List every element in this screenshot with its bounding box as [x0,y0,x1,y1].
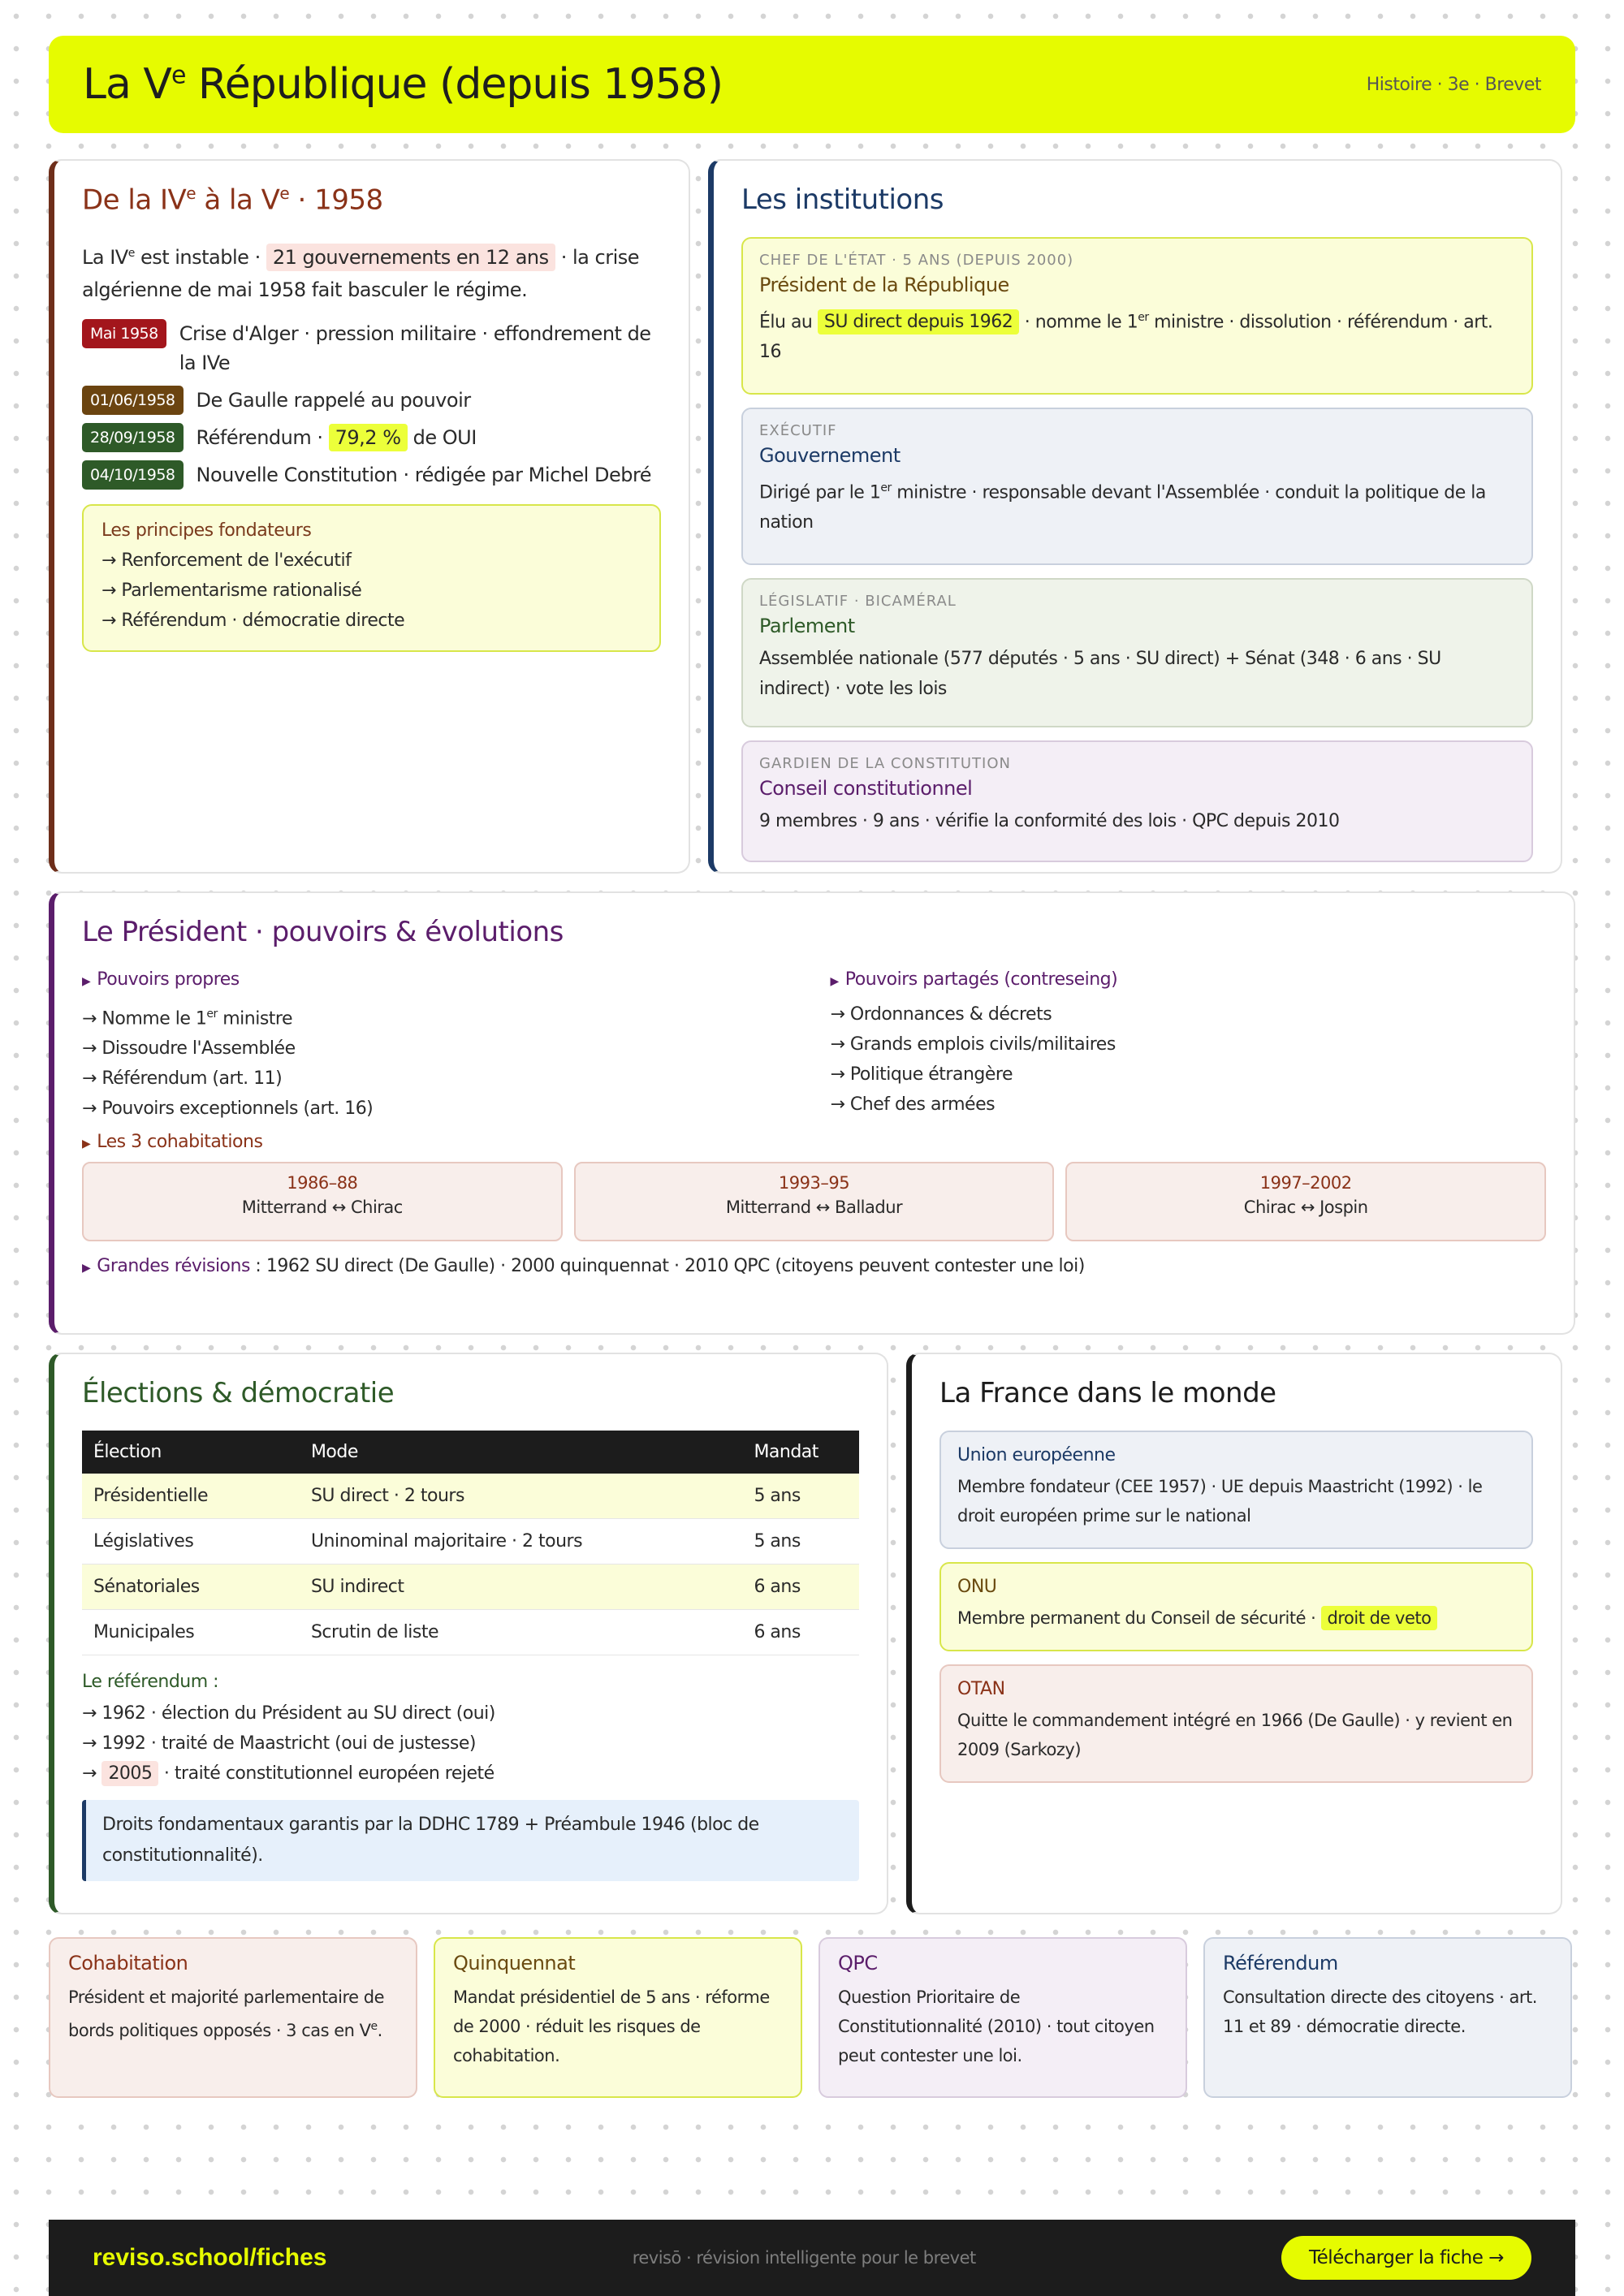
table-row: Législatives Uninominal majoritaire · 2 tours 5 ans [82,1519,859,1564]
institution-name: Conseil constitutionnel [759,777,973,800]
glossary-cohabitation [49,1937,417,2098]
list-item: → Ordonnances & décrets [830,1004,1052,1025]
institution-president [741,237,1533,395]
institution-gouvernement [741,408,1533,565]
timeline-text: Nouvelle Constitution · rédigée par Michel Debré [196,464,652,487]
institution-caption: CHEF DE L'ÉTAT · 5 ANS (DEPUIS 2000) [759,252,1074,269]
world-ue [939,1431,1533,1549]
highlight: droit de veto [1321,1606,1438,1630]
subtitle: ▶ Pouvoirs propres [82,969,240,990]
institution-desc: Élu au SU direct depuis 1962 · nomme le 1er ministre · dissolution · référendum · art. 16 [759,311,1493,363]
table-row: Municipales Scrutin de liste 6 ans [82,1610,859,1655]
own-powers [82,969,798,1124]
highlight: 21 gouvernements en 12 ans [266,244,555,271]
org-desc: Membre fondateur (CEE 1957) · UE depuis Maastricht (1992) · le droit européen prime sur le national [957,1477,1483,1526]
list-item: → Pouvoirs exceptionnels (art. 16) [82,1098,374,1120]
list-item: → Dissoudre l'Assemblée [82,1038,296,1060]
table-row: Sénatoriales SU indirect 6 ans [82,1564,859,1610]
timeline-item [82,319,661,378]
timeline-item [82,460,661,490]
glossary-term: Quinquennat [453,1952,576,1974]
highlight: SU direct depuis 1962 [818,309,1019,334]
card-title: Les institutions [741,183,944,216]
cohab-years: 1993–95 [778,1173,850,1193]
elections-table [82,1431,859,1655]
column-header: Élection [82,1431,300,1474]
glossary-term: Référendum [1223,1952,1338,1974]
list-item: → Renforcement de l'exécutif [102,550,352,572]
timeline-text: Référendum · 79,2 % de OUI [197,423,477,452]
cohabitation-card [574,1162,1055,1241]
principles-title: Les principes fondateurs [102,520,312,542]
list-item: → 1992 · traité de Maastricht (oui de justesse) [82,1733,476,1754]
page-header [49,36,1575,133]
glossary-qpc [818,1937,1187,2098]
ddhc-note: Droits fondamentaux garantis par la DDHC 1789 + Préambule 1946 (bloc de constitutionnalité). [82,1800,859,1881]
cohab-years: 1997–2002 [1259,1173,1352,1193]
highlight: 2005 [102,1761,158,1786]
card-president [49,891,1575,1335]
footer [49,2220,1575,2296]
cohab-people: Mitterrand ↔ Chirac [241,1198,403,1218]
institution-caption: LÉGISLATIF · BICAMÉRAL [759,593,957,610]
referendum-title: Le référendum : [82,1672,219,1692]
org-name: Union européenne [957,1445,1116,1465]
institution-desc: Assemblée nationale (577 députés · 5 ans · SU direct) + Sénat (348 · 6 ans · SU indirect) · vote les lois [759,649,1441,699]
world-onu [939,1562,1533,1651]
page-meta: Histoire · 3e · Brevet [1366,74,1541,95]
table-row: Présidentielle SU direct · 2 tours 5 ans [82,1474,859,1519]
list-item: → Grands emplois civils/militaires [830,1034,1116,1055]
list-item: → 2005 · traité constitutionnel européen rejeté [82,1759,859,1789]
institution-name: Gouvernement [759,444,901,467]
card-iv-to-v [49,159,690,874]
list-item: → Parlementarisme rationalisé [102,580,362,602]
card-title: Élections & démocratie [82,1377,395,1409]
column-header: Mode [300,1431,742,1474]
date-badge: 28/09/1958 [82,423,184,452]
institution-name: Parlement [759,615,855,637]
date-badge: Mai 1958 [82,319,166,348]
institution-name: Président de la République [759,274,1009,296]
cohab-people: Mitterrand ↔ Balladur [725,1198,903,1218]
triangle-icon: ▶ [82,1137,91,1151]
cohabitation-card [1065,1162,1546,1241]
glossary-def: Mandat présidentiel de 5 ans · réforme de 2000 · réduit les risques de cohabitation. [453,1987,770,2065]
triangle-icon: ▶ [830,975,839,988]
org-desc: Membre permanent du Conseil de sécurité · droit de veto [957,1603,1515,1633]
card-title: La France dans le monde [939,1377,1276,1409]
glossary-quinquennat [434,1937,802,2098]
highlight: 79,2 % [329,424,408,451]
glossary-def: Question Prioritaire de Constitutionnalité (2010) · tout citoyen peut contester une loi. [838,1987,1155,2065]
list-item: → Politique étrangère [830,1064,1013,1085]
card-title: Le Président · pouvoirs & évolutions [82,916,564,948]
shared-powers [831,969,1547,1124]
list-item: → Chef des armées [830,1094,996,1115]
timeline-item [82,423,661,452]
glossary-term: QPC [838,1952,878,1974]
world-otan [939,1664,1533,1783]
download-button[interactable]: Télécharger la fiche → [1281,2236,1531,2280]
glossary-referendum [1203,1937,1572,2098]
triangle-icon: ▶ [82,975,91,988]
glossary-def: Président et majorité parlementaire de bords politiques opposés · 3 cas en Ve. [68,1987,384,2040]
list-item: → Référendum · démocratie directe [102,611,405,632]
principles-box [82,504,661,652]
org-name: OTAN [957,1679,1005,1699]
cohabitation-card [82,1162,563,1241]
institution-parlement [741,578,1533,727]
page-title: La Ve République (depuis 1958) [83,60,723,109]
column-header: Mandat [742,1431,859,1474]
triangle-icon: ▶ [82,1262,91,1275]
institution-desc: Dirigé par le 1er ministre · responsable devant l'Assemblée · conduit la politique de la nation [759,481,1486,533]
subtitle: ▶ Les 3 cohabitations [82,1132,263,1153]
timeline-text: Crise d'Alger · pression militaire · effondrement de la IVe [179,322,651,375]
card-title: De la IVe à la $V^e \cdot 1958$ [82,183,383,217]
institution-caption: EXÉCUTIF [759,422,837,439]
date-badge: 01/06/1958 [82,386,184,415]
institution-conseil [741,740,1533,862]
subtitle: ▶ Pouvoirs partagés (contreseing) [830,969,1118,990]
revisions-line: ▶ Grandes révisions : 1962 SU direct (De Gaulle) · 2000 quinquennat · 2010 QPC (citoyens peuvent contester une loi) [82,1256,1085,1277]
institution-caption: GARDIEN DE LA CONSTITUTION [759,755,1011,772]
tagline: revisō · révision intelligente pour le brevet [632,2248,976,2268]
timeline-text: De Gaulle rappelé au pouvoir [196,389,471,412]
card-elections [49,1353,888,1914]
institution-desc: 9 membres · 9 ans · vérifie la conformité des lois · QPC depuis 2010 [759,811,1340,831]
date-badge: 04/10/1958 [82,460,184,490]
cohab-years: 1986–88 [287,1173,358,1193]
card-world [906,1353,1562,1914]
intro-text: La IVe est instable · 21 gouvernements en 12 ans · la crise algérienne de mai 1958 fait basculer le régime. [82,237,661,306]
list-item: → Référendum (art. 11) [82,1068,283,1090]
org-desc: Quitte le commandement intégré en 1966 (De Gaulle) · y revient en 2009 (Sarkozy) [957,1711,1513,1759]
list-item: → 1962 · élection du Président au SU direct (oui) [82,1703,495,1724]
glossary-def: Consultation directe des citoyens · art. 11 et 89 · démocratie directe. [1223,1987,1537,2036]
list-item: → Nomme le 1er ministre [82,1008,293,1029]
timeline-item [82,386,661,415]
org-name: ONU [957,1577,997,1597]
site-link[interactable]: reviso.school/fiches [93,2244,327,2271]
card-institutions [708,159,1562,874]
cohab-people: Chirac ↔ Jospin [1243,1198,1368,1218]
glossary-term: Cohabitation [68,1952,188,1974]
